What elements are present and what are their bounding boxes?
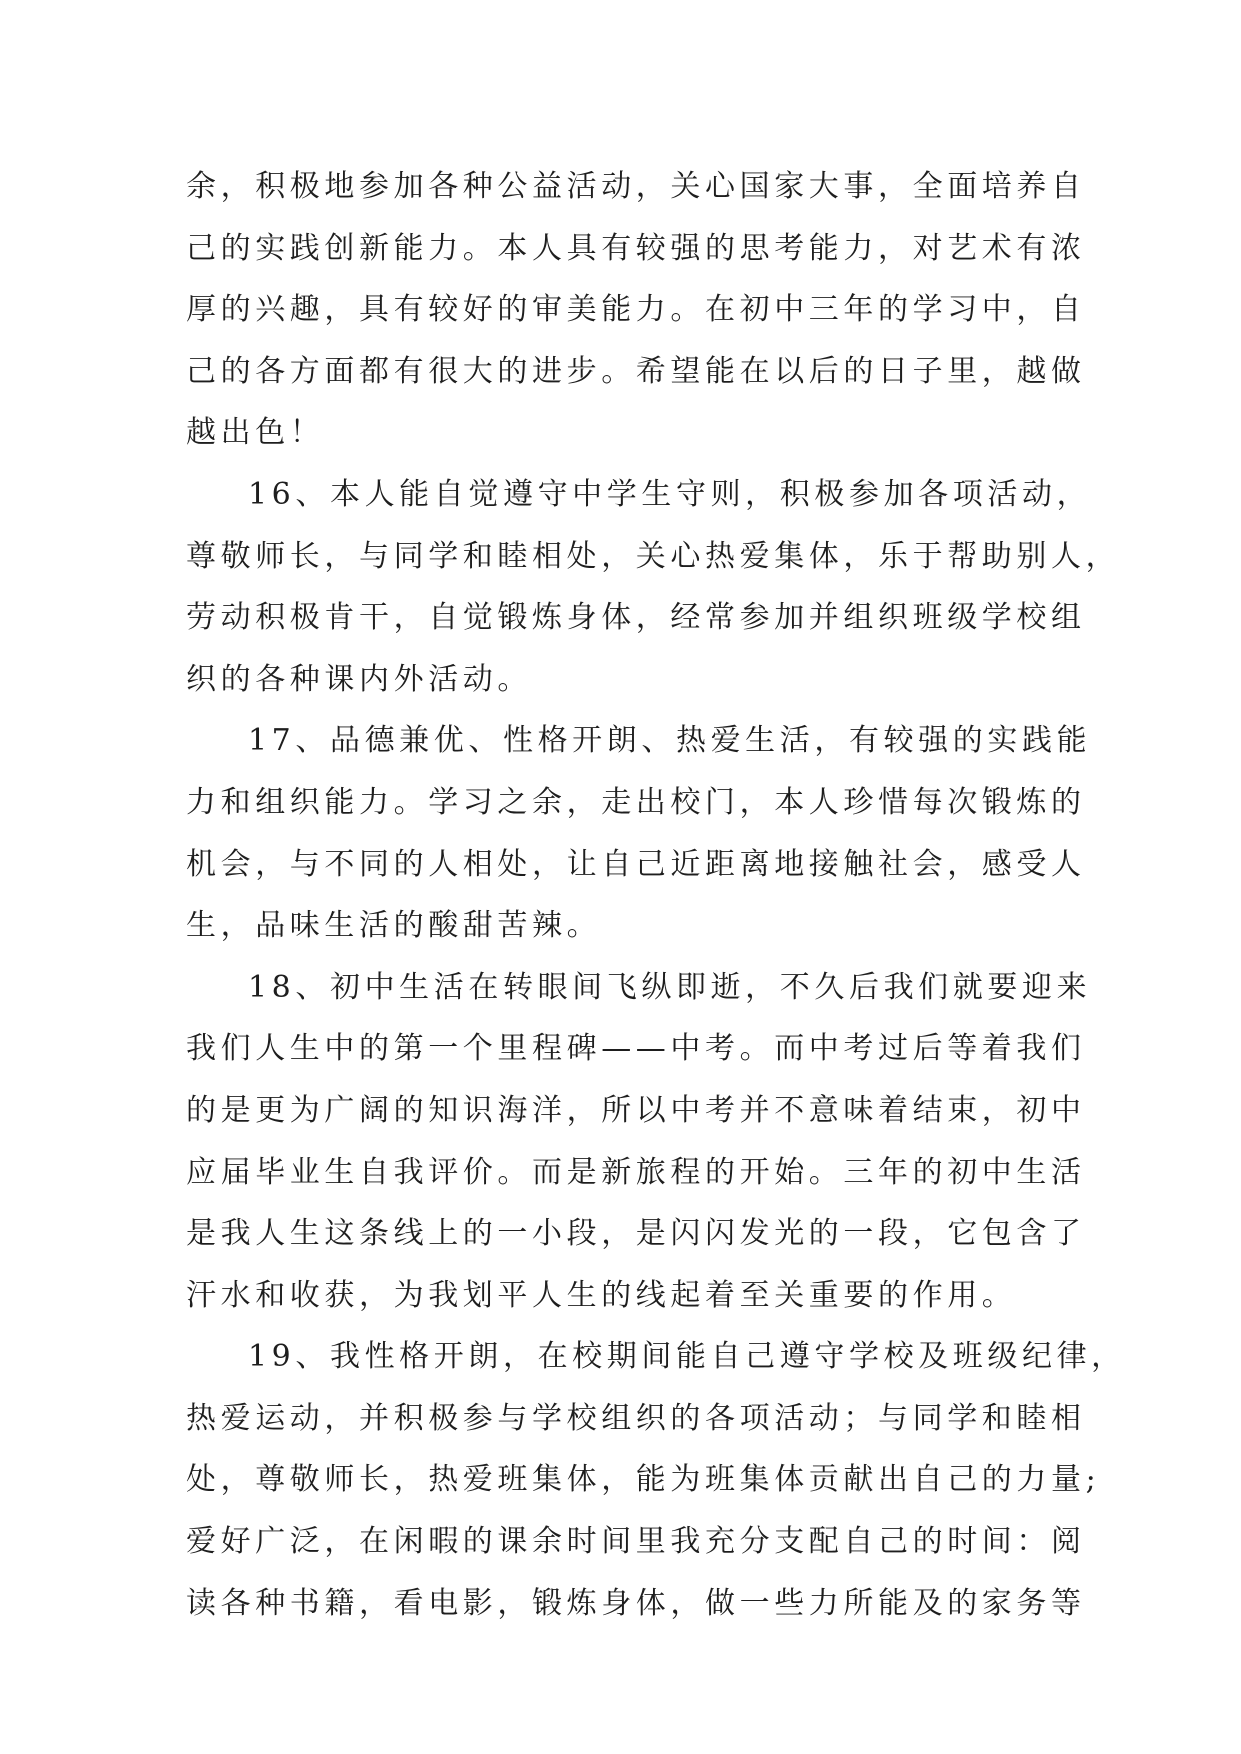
text-line: 汗水和收获，为我划平人生的线起着至关重要的作用。 bbox=[186, 1277, 1017, 1313]
document-body bbox=[186, 156, 1126, 1634]
text-line: 读各种书籍，看电影，锻炼身体，做一些力所能及的家务等 bbox=[186, 1585, 1086, 1621]
text-line: 劳动积极肯干，自觉锻炼身体，经常参加并组织班级学校组 bbox=[186, 600, 1086, 636]
text-line: 的是更为广阔的知识海洋，所以中考并不意味着结束，初中 bbox=[186, 1092, 1086, 1128]
text-line: 己的各方面都有很大的进步。希望能在以后的日子里，越做 bbox=[186, 353, 1086, 389]
paragraph-18-start: 18、初中生活在转眼间飞纵即逝，不久后我们就要迎来 bbox=[248, 969, 1092, 1005]
text-line: 余，积极地参加各种公益活动，关心国家大事，全面培养自 bbox=[186, 169, 1086, 204]
text-line: 生，品味生活的酸甜苦辣。 bbox=[186, 908, 602, 944]
text-line: 处，尊敬师长，热爱班集体，能为班集体贡献出自己的力量; bbox=[186, 1462, 1101, 1498]
text-line: 力和组织能力。学习之余，走出校门，本人珍惜每次锻炼的 bbox=[186, 784, 1086, 820]
text-line: 是我人生这条线上的一小段，是闪闪发光的一段，它包含了 bbox=[186, 1216, 1086, 1252]
text-line: 热爱运动，并积极参与学校组织的各项活动；与同学和睦相 bbox=[186, 1400, 1086, 1436]
text-line: 越出色！ bbox=[186, 415, 325, 451]
text-line: 尊敬师长，与同学和睦相处，关心热爱集体，乐于帮助别人， bbox=[186, 538, 1121, 574]
text-line: 应届毕业生自我评价。而是新旅程的开始。三年的初中生活 bbox=[186, 1154, 1086, 1190]
text-line: 机会，与不同的人相处，让自己近距离地接触社会，感受人 bbox=[186, 846, 1086, 882]
text-line: 己的实践创新能力。本人具有较强的思考能力，对艺术有浓 bbox=[186, 230, 1086, 266]
paragraph-17-start: 17、品德兼优、性格开朗、热爱生活，有较强的实践能 bbox=[248, 723, 1092, 759]
text-line: 爱好广泛，在闲暇的课余时间里我充分支配自己的时间：阅 bbox=[186, 1524, 1086, 1560]
text-line: 织的各种课内外活动。 bbox=[186, 661, 532, 697]
paragraph-16-start: 16、本人能自觉遵守中学生守则，积极参加各项活动， bbox=[248, 476, 1092, 512]
paragraph-19-start: 19、我性格开朗，在校期间能自己遵守学校及班级纪律， bbox=[248, 1339, 1126, 1375]
text-line: 我们人生中的第一个里程碑——中考。而中考过后等着我们 bbox=[186, 1031, 1086, 1067]
text-line: 厚的兴趣，具有较好的审美能力。在初中三年的学习中，自 bbox=[186, 292, 1086, 328]
